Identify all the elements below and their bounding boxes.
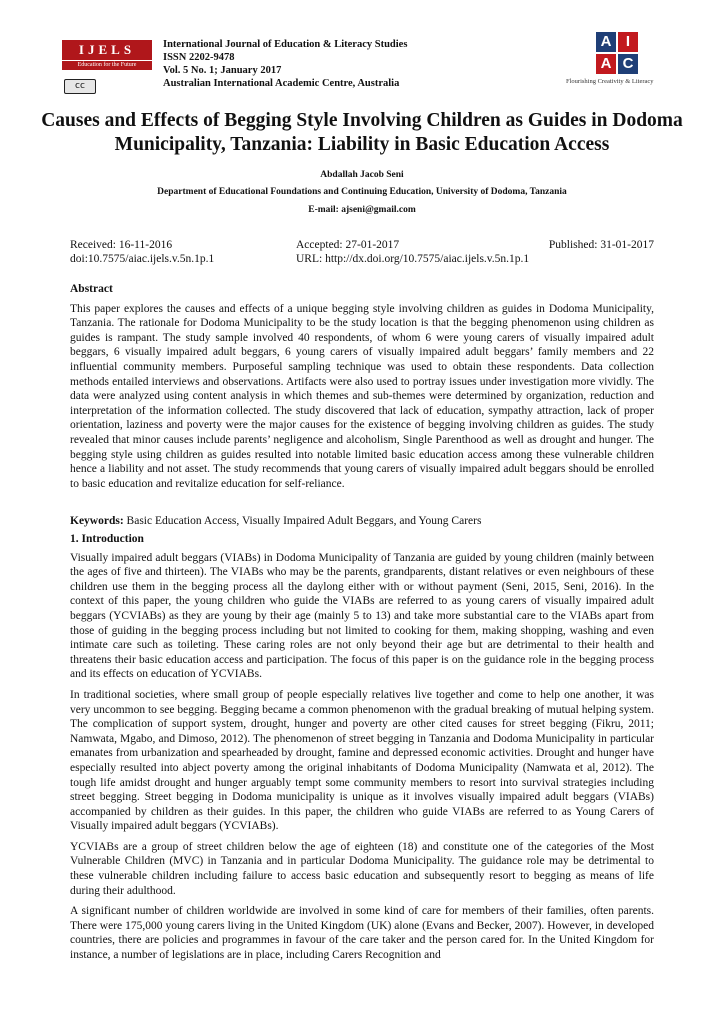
intro-paragraph: Visually impaired adult beggars (VIABs) in Dodoma Municipality of Tanzania are guided by young children (mainly between the ages of five and thirteen). The VIABs who may be the parents, grandparents, distant relatives or even neighbours of these children use them in the begging process all the daylong either with or without payment (Seni, 2015, Seni, 2016). In the context of this paper, the young children who guide the VIABs are referred to as young carers of visually impaired adult beggars (YCVIABs) as they are young by their age (mainly 5 to 13) and take more substantial care to the VIABs apart from those of guiding in the begging process including but not limited to cooking for them, making shopping, washing and even intimate care such as toileting. These caring roles are not only beyond their age but are detrimental to their health and threatens their basic education access and participation. The focus of this paper is on the guidance role in the begging process and its effects on education of YCVIABs. [70,551,654,681]
article-url[interactable]: URL: http://dx.doi.org/10.7575/aiac.ijels.v.5n.1p.1 [296,253,530,265]
article-title: Causes and Effects of Begging Style Involving Children as Guides in Dodoma Municipality, Tanzania: Liability in Basic Education Access [41,110,683,155]
abstract-heading: Abstract [70,283,113,295]
intro-paragraph: A significant number of children worldwide are involved in some kind of care for members of their families, often parents. There were 175,000 young carers living in the United Kingdom (UK) alone (Evans and Becker, 2007). However, in developed countries, there are policies and programmes in favour of the care taker and the person cared for. In the United Kingdom for instance, a number of legislations are in place, including Carers Recognition and [70,905,654,962]
article-author: Abdallah Jacob Seni [320,170,404,180]
received-and-doi [70,238,214,266]
intro-paragraph: In traditional societies, where small group of people especially relatives live together and come to help one another, it was very uncommon to see begging. Begging became a common phenomenon with the gradual breaking of mutual helping system. The complication of support system, drought, hunger and poverty are other cited causes for street begging (Fikru, 2011; Namwata, Mgabo, and Dimoso, 2012). The phenomenon of street begging in Tanzania and Dodoma Municipality in particular emanates from urbanization and spearheaded by drought, famine and depressed economic activities. Drought and hunger have especially resulted into abject poverty among the original inhabitants of Dodoma Municipality (Namwata et al, 2012). The tough life amidst drought and hunger arguably tempt some community members to resort into survival strategies including street begging. Street begging in Dodoma municipality is unique as it involves visually impaired adult beggars (VIABs) accompanied by children as their guides. In this paper, the children who guide VIABs are referred to as Young Carers of Visually impaired adult beggars (YCVIABs). [70,688,654,833]
journal-name: International Journal of Education & Literacy Studies [163,39,408,50]
abstract-section [70,282,654,491]
published-block [549,238,654,252]
abstract-text: This paper explores the causes and effects of a unique begging style involving children as guides in Dodoma Municipality, Tanzania. The rationale for Dodoma Municipality to be the study location is that the begging phenomenon using children as guides is rampant. The study sample involved 40 respondents, of whom 6 were young carers of visually impaired adult beggars, 6 visually impaired adult beggars, 6 young carers of visually impaired adult beggars’ family members and 22 influential community members. Purposeful sampling technique was used to obtain these respondents. Data collection methods entailed interviews and observations. Artifacts were also used to portray issues under investigation more vividly. The data were analyzed using content analysis in which themes and sub-themes were determined by organization, reduction and interpretation of the information collected. The study discovered that lack of education, sympathy attraction, lack of proper orientation, laziness and poverty were the major causes for the existence of begging involving children as guides. The study revealed that minor causes include parents’ negligence and alcoholism, Single Parenthood as well as drought and hunger. The begging style using children as guides resulted into notable limited basic education access among these vulnerable children hence a liability and not asset. The study recommends that young carers of visually impaired adult beggars should be enrolled to basic education and revitalize education for self-reliance. [70,302,654,490]
cc-license-icon: cc [64,79,96,94]
publisher-tagline: Flourishing Creativity & Literacy [566,78,654,85]
publisher-logo-letter: I [618,32,638,52]
keywords-text: Basic Education Access, Visually Impaired Adult Beggars, and Young Carers [123,515,482,527]
publisher-logo-letter: A [596,54,616,74]
accepted-date: Accepted: 27-01-2017 [296,239,400,251]
keywords-label: Keywords: [70,515,124,527]
doi: doi:10.7575/aiac.ijels.v.5n.1p.1 [70,253,215,265]
journal-publisher: Australian International Academic Centre, Australia [163,78,400,89]
author-affiliation: Department of Educational Foundations and Continuing Education, University of Dodoma, Tanzania [157,187,567,197]
journal-info [163,38,407,90]
journal-header [0,0,724,100]
received-date: Received: 16-11-2016 [70,239,173,251]
accepted-and-url [296,238,529,266]
publisher-logo-letter: A [596,32,616,52]
publisher-logo [596,32,638,74]
journal-volume: Vol. 5 No. 1; January 2017 [163,65,282,76]
intro-paragraph: YCVIABs are a group of street children below the age of eighteen (18) and constitute one of the categories of the Most Vulnerable Children (MVC) in Tanzania and in particular Dodoma Municipality. The guidance role may be detrimental to these vulnerable children including failure to access basic education and subsequently resort to begging as means of life during their adulthood. [70,840,654,897]
journal-logo: IJELS [62,40,152,60]
author-email: E-mail: ajseni@gmail.com [308,205,416,215]
introduction-section [70,532,654,963]
introduction-heading: 1. Introduction [70,533,144,545]
keywords-line [70,514,654,529]
published-date: Published: 31-01-2017 [548,239,654,251]
journal-issn: ISSN 2202-9478 [163,52,235,63]
journal-logo-subtitle: Education for the Future [62,60,152,70]
publisher-logo-letter: C [618,54,638,74]
